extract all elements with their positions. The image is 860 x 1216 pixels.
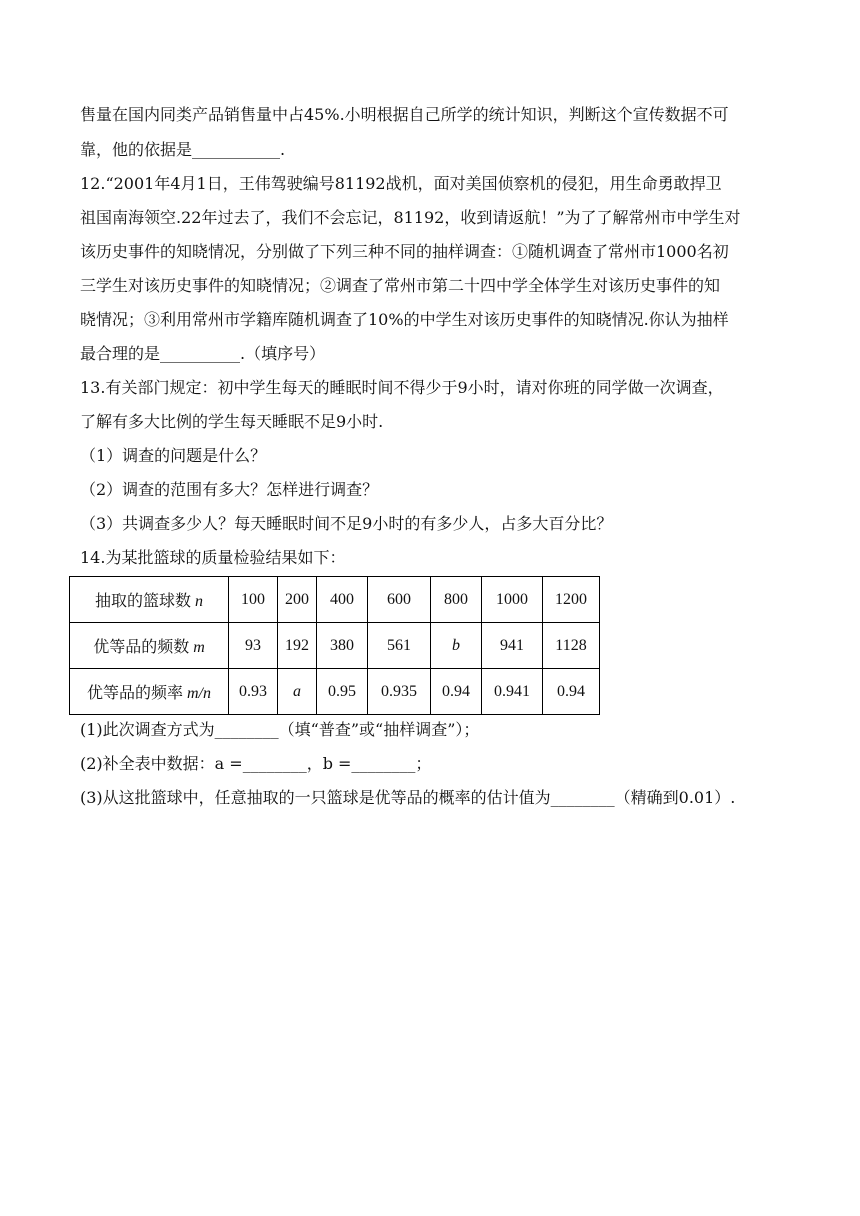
question-14-part-1: (1)此次调查方式为________（填“普查”或“抽样调查”）； [80,720,480,739]
table-cell: 192 [278,623,317,669]
text-line: 晓情况；③利用常州市学籍库随机调查了10%的中学生对该历史事件的知晓情况.你认为抽样 [80,310,729,329]
text-line: 该历史事件的知晓情况，分别做了下列三种不同的抽样调查：①随机调查了常州市1000名初 [80,242,729,261]
row-header: 优等品的频率 m/n [70,669,229,715]
table-cell: 0.935 [368,669,431,715]
table-cell: 100 [229,577,278,623]
table-cell: b [431,623,482,669]
question-14-part-3: (3)从这批篮球中，任意抽取的一只篮球是优等品的概率的估计值为________（精确到0.01）. [80,788,736,807]
table-row [70,669,600,715]
sub-question-3: （3）共调查多少人？每天睡眠时间不足9小时的有多少人，占多大百分比？ [80,514,613,533]
table-cell: 800 [431,577,482,623]
row-header: 抽取的篮球数 n [70,577,229,623]
table-cell: 0.94 [543,669,600,715]
table-cell: 93 [229,623,278,669]
question-12-line: 12.“2001年4月1日，王伟驾驶编号81192战机，面对美国侦察机的侵犯，用生命勇敢捍卫 [80,174,722,193]
table-cell: 200 [278,577,317,623]
text-line: 三学生对该历史事件的知晓情况；②调查了常州市第二十四中学全体学生对该历史事件的知 [80,276,721,295]
table-cell: 1000 [482,577,543,623]
table-row [70,577,600,623]
basketball-quality-table [69,576,600,715]
question-14-part-2: (2)补全表中数据：a =________，b =________； [80,754,432,773]
sub-question-1: （1）调查的问题是什么？ [80,446,267,465]
text-line: 售量在国内同类产品销售量中占45%.小明根据自己所学的统计知识，判断这个宣传数据不可 [80,105,729,124]
text-line: 了解有多大比例的学生每天睡眠不足9小时. [80,412,384,431]
question-14-line: 14.为某批篮球的质量检验结果如下： [80,548,346,567]
table-cell: 0.941 [482,669,543,715]
table-cell: a [278,669,317,715]
table-cell: 1128 [543,623,600,669]
text-line: 祖国南海领空.22年过去了，我们不会忘记，81192，收到请返航！”为了了解常州市中学生对 [80,208,741,227]
table-cell: 380 [317,623,368,669]
text-line: 靠，他的依据是___________. [80,140,286,159]
table-cell: 0.93 [229,669,278,715]
table-cell: 561 [368,623,431,669]
text-line: 最合理的是__________.（填序号） [80,344,326,363]
table-cell: 400 [317,577,368,623]
table-cell: 0.94 [431,669,482,715]
question-13-line: 13.有关部门规定：初中学生每天的睡眠时间不得少于9小时，请对你班的同学做一次调查， [80,378,724,397]
sub-question-2: （2）调查的范围有多大？怎样进行调查？ [80,480,379,499]
table-cell: 941 [482,623,543,669]
table-cell: 1200 [543,577,600,623]
table-cell: 600 [368,577,431,623]
table-row [70,623,600,669]
table-cell: 0.95 [317,669,368,715]
row-header: 优等品的频数 m [70,623,229,669]
